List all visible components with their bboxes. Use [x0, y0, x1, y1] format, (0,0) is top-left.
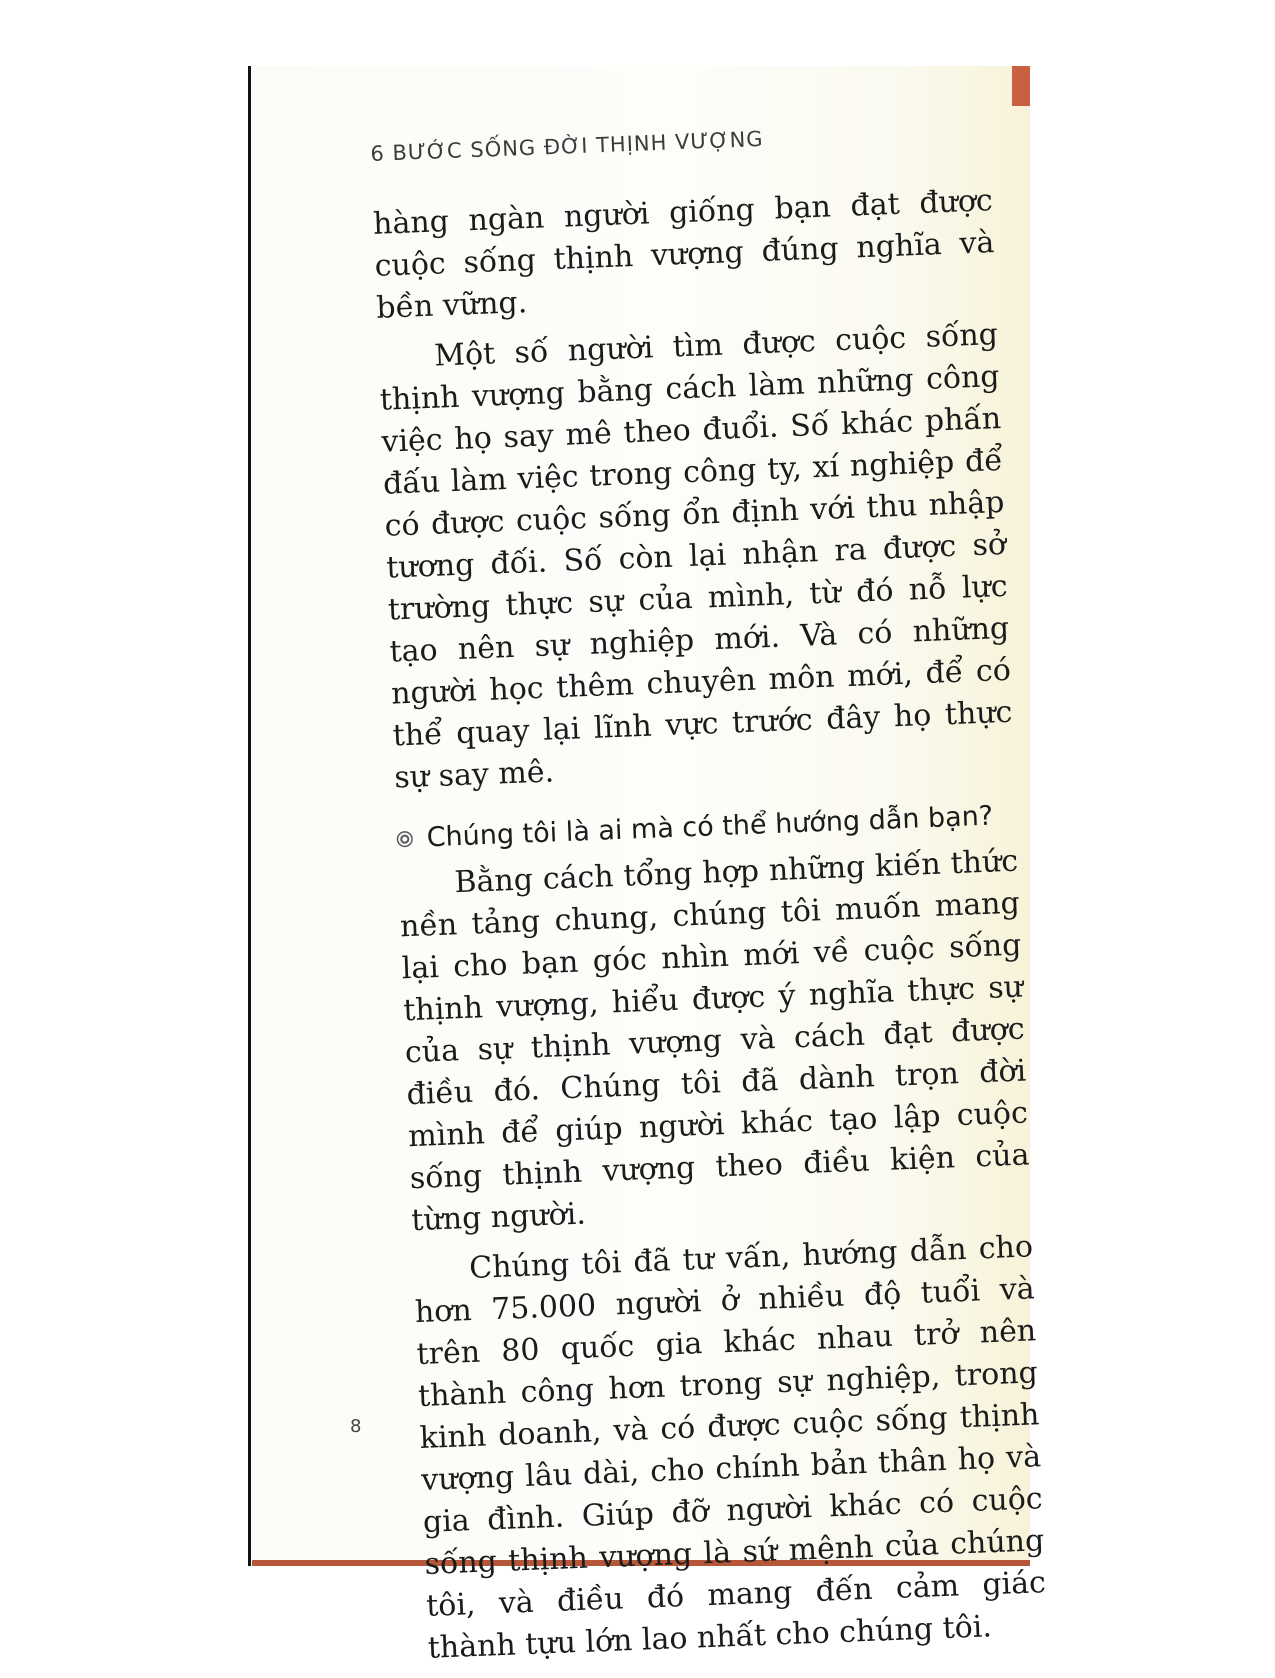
book-spine-edge — [248, 66, 251, 1566]
page-content — [370, 118, 1049, 1678]
book-page — [252, 66, 1047, 1666]
paragraph: Bằng cách tổng hợp những kiến thức nền tảng chung, chúng tôi muốn mang lại cho bạn góc nhìn mới về cuộc sống thịnh vượng, hiểu được ý nghĩa thực sự của sự thịnh vượng và cách đạt được điều đó. Chúng tôi đã dành trọn đời mình để giúp người khác tạo lập cuộc sống thịnh vượng theo điều kiện của từng người. — [399, 843, 1031, 1239]
cover-edge-top — [1012, 66, 1030, 106]
paragraph: Một số người tìm được cuộc sống thịnh vượng bằng cách làm những công việc họ say mê theo đuổi. Số khác phấn đấu làm việc trong công ty, xí nghiệp để có được cuộc sống ổn định với thu nhập tương đối. Số còn lại nhận ra được sở trường thực sự của mình, từ đó nỗ lực tạo nên sự nghiệp mới. Và có những người học thêm chuyên môn mới, để có thể quay lại lĩnh vực trước đây họ thực sự say mê. — [379, 317, 1014, 796]
page-number: 8 — [350, 1416, 362, 1437]
section-heading-text: Chúng tôi là ai mà có thể hướng dẫn bạn? — [426, 800, 994, 854]
paragraph-continuation: hàng ngàn người giống bạn đạt được cuộc sống thịnh vượng đúng nghĩa và bền vững. — [372, 183, 995, 326]
paragraph: Chúng tôi đã tư vấn, hướng dẫn cho hơn 75.000 người ở nhiều độ tuổi và trên 80 quốc gia khác nhau trở nên thành công hơn trong sự nghiệp, trong kinh doanh, và có được cuộc sống thịnh vượng lâu dài, cho chính bản thân họ và gia đình. Giúp đỡ người khác có cuộc sống thịnh vượng là sứ mệnh của chúng tôi, và điều đó mang đến cảm giác thành tựu lớn lao nhất cho chúng tôi. — [414, 1229, 1047, 1666]
bullet-icon — [396, 830, 413, 847]
running-head: 6 BƯỚC SỐNG ĐỜI THỊNH VƯỢNG — [370, 126, 764, 166]
